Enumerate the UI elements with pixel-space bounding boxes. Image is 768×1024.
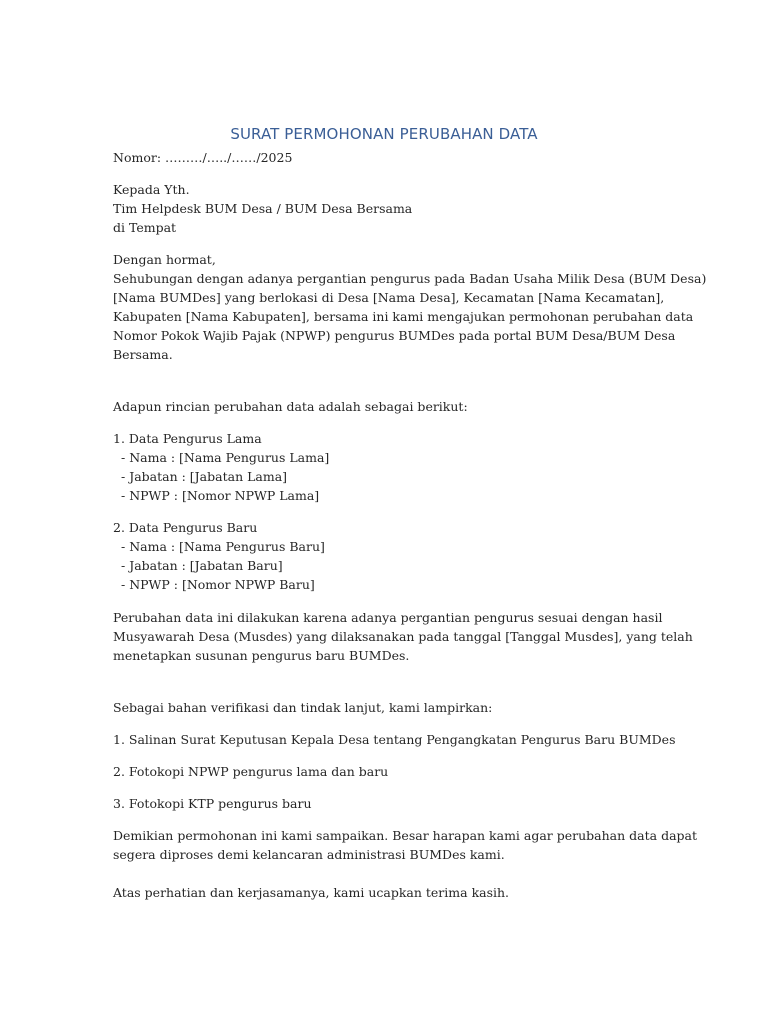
- salutation: Dengan hormat,: [113, 252, 216, 267]
- recipient-line-1: Kepada Yth.: [113, 182, 190, 197]
- intro-line: Bersama.: [113, 347, 173, 362]
- old-board-position: - Jabatan : [Jabatan Lama]: [121, 469, 288, 484]
- old-board-name: - Nama : [Nama Pengurus Lama]: [121, 450, 330, 465]
- reason-line: Perubahan data ini dilakukan karena adanya pergantian pengurus sesuai dengan hasil: [113, 610, 663, 625]
- document-title: SURAT PERMOHONAN PERUBAHAN DATA: [230, 125, 538, 143]
- intro-line: [Nama BUMDes] yang berlokasi di Desa [Nama Desa], Kecamatan [Nama Kecamatan],: [113, 290, 665, 305]
- attachment-item: 1. Salinan Surat Keputusan Kepala Desa tentang Pengangkatan Pengurus Baru BUMDes: [113, 732, 676, 747]
- letter-number: Nomor: ………/…../……/2025: [113, 150, 293, 165]
- closing-line: segera diproses demi kelancaran administrasi BUMDes kami.: [113, 847, 505, 862]
- thanks-line: Atas perhatian dan kerjasamanya, kami ucapkan terima kasih.: [113, 885, 510, 900]
- reason-line: Musyawarah Desa (Musdes) yang dilaksanakan pada tanggal [Tanggal Musdes], yang telah: [113, 629, 693, 644]
- intro-line: Kabupaten [Nama Kabupaten], bersama ini kami mengajukan permohonan perubahan data: [113, 309, 694, 324]
- intro-line: Nomor Pokok Wajib Pajak (NPWP) pengurus BUMDes pada portal BUM Desa/BUM Desa: [113, 328, 676, 343]
- new-board-position: - Jabatan : [Jabatan Baru]: [121, 558, 283, 573]
- old-board-heading: 1. Data Pengurus Lama: [113, 431, 262, 446]
- attachment-item: 3. Fotokopi KTP pengurus baru: [113, 796, 312, 811]
- old-board-npwp: - NPWP : [Nomor NPWP Lama]: [121, 488, 320, 503]
- attachments-intro: Sebagai bahan verifikasi dan tindak lanjut, kami lampirkan:: [113, 700, 493, 715]
- new-board-npwp: - NPWP : [Nomor NPWP Baru]: [121, 577, 315, 592]
- details-intro: Adapun rincian perubahan data adalah sebagai berikut:: [113, 399, 468, 414]
- reason-line: menetapkan susunan pengurus baru BUMDes.: [113, 648, 410, 663]
- closing-line: Demikian permohonan ini kami sampaikan. Besar harapan kami agar perubahan data dapat: [113, 828, 697, 843]
- recipient-line-2: Tim Helpdesk BUM Desa / BUM Desa Bersama: [113, 201, 413, 216]
- new-board-name: - Nama : [Nama Pengurus Baru]: [121, 539, 325, 554]
- attachment-item: 2. Fotokopi NPWP pengurus lama dan baru: [113, 764, 389, 779]
- intro-line: Sehubungan dengan adanya pergantian pengurus pada Badan Usaha Milik Desa (BUM Desa): [113, 271, 707, 286]
- new-board-heading: 2. Data Pengurus Baru: [113, 520, 258, 535]
- recipient-line-3: di Tempat: [113, 220, 177, 235]
